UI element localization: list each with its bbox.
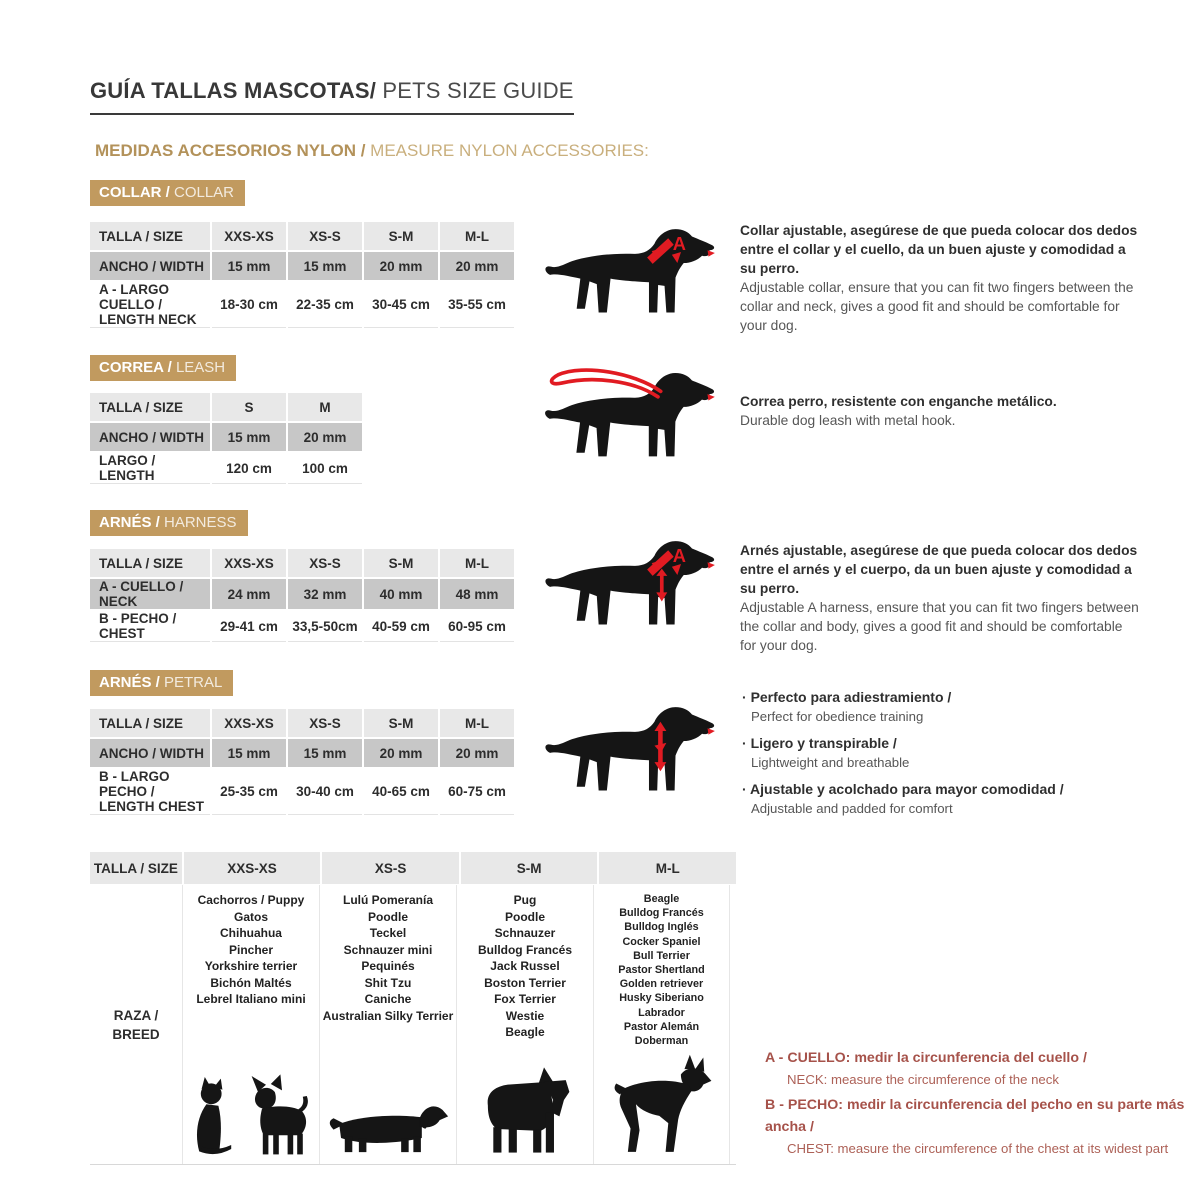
table-cell: 100 cm: [288, 453, 362, 484]
breed-item: Beagle: [505, 1025, 545, 1039]
table-cell: XS-S: [288, 222, 362, 250]
table-cell: S-M: [364, 709, 438, 737]
breed-item: Jack Russel: [490, 959, 560, 973]
table-cell: S-M: [461, 852, 598, 884]
table-cell: 33,5-50cm: [288, 611, 362, 642]
table-cell: 120 cm: [212, 453, 286, 484]
table-cell: M: [288, 393, 362, 421]
note-chest-es: B - PECHO: medir la circunferencia del pecho en su parte más ancha /: [765, 1097, 1185, 1135]
note-neck-en: NECK: measure the circumference of the neck: [787, 1072, 1059, 1087]
breed-column-xxs-xs: [182, 885, 319, 1164]
petral-table-header-row: [90, 709, 514, 737]
breed-item: Lulú Pomeranía: [342, 893, 434, 907]
cat-silhouette-icon: [188, 1076, 244, 1158]
table-cell: XXS-XS: [184, 852, 321, 884]
table-cell: S-M: [364, 222, 438, 250]
breed-item: Cachorros / Puppy: [197, 893, 305, 907]
dog-with-collar-arrows-illustration: [540, 220, 725, 328]
table-cell: B - PECHO / CHEST: [90, 611, 210, 642]
dog-with-leash-illustration: [535, 362, 725, 472]
svg-text:A: A: [672, 233, 686, 255]
harness-table-neck-row: [90, 579, 514, 609]
breed-list-s-m: [478, 892, 572, 1041]
leash-description: [740, 392, 1140, 430]
schnauzer-silhouette-icon: [475, 1062, 575, 1158]
leash-badge-es: CORREA /: [99, 359, 172, 376]
breed-row-label-line2: BREED: [112, 1026, 160, 1042]
harness-size-table: [88, 547, 516, 644]
collar-desc-es: Collar ajustable, asegúrese de que pueda colocar dos dedos entre el collar y el cuello, da un buen ajuste y comodidad a su perro.: [740, 223, 1138, 276]
breed-item: Schnauzer: [494, 926, 556, 940]
silhouettes-xxs-xs: [188, 1074, 314, 1158]
breed-item: Pincher: [228, 942, 273, 957]
petral-table-width-row: [90, 739, 514, 767]
leash-size-table: [88, 391, 364, 486]
petral-bullet-es: · Ajustable y acolchado para mayor comodidad /: [742, 779, 1162, 799]
table-cell: 20 mm: [288, 423, 362, 451]
table-cell: TALLA / SIZE: [90, 709, 210, 737]
collar-desc-en: Adjustable collar, ensure that you can fit two fingers between the collar and neck, gives a good fit and should be comfortable for your dog.: [740, 280, 1134, 333]
breed-item: Poodle: [367, 909, 408, 924]
note-chest: [765, 1094, 1185, 1160]
collar-badge-en: COLLAR: [169, 184, 235, 201]
breed-item: Schnauzer mini: [343, 942, 433, 957]
collar-table-neck-row: [90, 282, 514, 328]
table-cell: 15 mm: [212, 423, 286, 451]
petral-badge-es: ARNÉS /: [99, 674, 160, 691]
table-cell: LARGO / LENGTH: [90, 453, 210, 484]
breed-column-m-l: [593, 885, 730, 1164]
petral-bullet-es: · Perfecto para adiestramiento /: [742, 687, 1162, 707]
breed-item: Westie: [505, 1008, 545, 1023]
petral-badge-en: PETRAL: [159, 674, 223, 691]
petral-section-badge: [90, 670, 233, 696]
table-cell: 25-35 cm: [212, 769, 286, 815]
petral-bullet-en: Lightweight and breathable: [751, 755, 910, 770]
breed-row-label: [90, 885, 182, 1164]
leash-section-badge: [90, 355, 236, 381]
table-cell: 15 mm: [212, 739, 286, 767]
harness-desc-en: Adjustable A harness, ensure that you can fit two fingers between the collar and body, gives a good fit and should be comfortable for your dog.: [740, 600, 1139, 653]
table-cell: TALLA / SIZE: [90, 549, 210, 577]
table-cell: 30-45 cm: [364, 282, 438, 328]
table-cell: 20 mm: [364, 252, 438, 280]
breed-list-xxs-xs: [196, 892, 305, 1008]
breed-table-body: [90, 885, 736, 1165]
collar-size-table: [88, 220, 516, 330]
breed-item: Pastor Alemán: [623, 1020, 700, 1033]
petral-size-table: [88, 707, 516, 817]
page-subtitle: [95, 141, 649, 161]
table-cell: 60-95 cm: [440, 611, 514, 642]
collar-table-header-row: [90, 222, 514, 250]
table-cell: 29-41 cm: [212, 611, 286, 642]
breed-item: Bulldog Francés: [619, 907, 704, 920]
breed-item: Teckel: [369, 926, 407, 940]
table-cell: 15 mm: [212, 252, 286, 280]
page-subtitle-es: MEDIDAS ACCESORIOS NYLON /: [95, 141, 366, 160]
table-cell: 22-35 cm: [288, 282, 362, 328]
breed-row-label-line1: RAZA /: [113, 1007, 159, 1023]
petral-bullet-en: Adjustable and padded for comfort: [751, 801, 953, 816]
dog-with-chest-arrows-illustration: [540, 698, 725, 806]
breed-list-xs-s: [323, 892, 454, 1024]
breed-list-m-l: [618, 892, 704, 1048]
harness-table-chest-row: [90, 611, 514, 642]
breed-item: Bulldog Inglés: [624, 921, 699, 934]
petral-bullet-en: Perfect for obedience training: [751, 709, 924, 724]
harness-table-header-row: [90, 549, 514, 577]
breed-item: Chihuahua: [219, 926, 282, 940]
collar-section-badge: [90, 180, 245, 206]
table-cell: XS-S: [288, 709, 362, 737]
table-cell: ANCHO / WIDTH: [90, 423, 210, 451]
table-cell: 40-59 cm: [364, 611, 438, 642]
breed-item: Yorkshire terrier: [204, 959, 298, 973]
petral-bullet: [742, 779, 1162, 819]
leash-table-length-row: [90, 453, 362, 484]
table-cell: 30-40 cm: [288, 769, 362, 815]
table-cell: 60-75 cm: [440, 769, 514, 815]
leash-desc-en: Durable dog leash with metal hook.: [740, 413, 956, 428]
note-chest-en: CHEST: measure the circumference of the chest at its widest part: [787, 1141, 1169, 1156]
breed-item: Beagle: [643, 893, 680, 905]
breed-item: Shit Tzu: [364, 975, 412, 990]
table-cell: XXS-XS: [212, 549, 286, 577]
collar-description: [740, 221, 1140, 335]
breed-item: Gatos: [233, 909, 268, 924]
breed-item: Pequinés: [361, 959, 415, 973]
breed-item: Labrador: [638, 1006, 685, 1019]
harness-desc-es: Arnés ajustable, asegúrese de que pueda colocar dos dedos entre el arnés y el cuerpo, da un buen ajuste y comodidad a su perro.: [740, 543, 1138, 596]
table-cell: 18-30 cm: [212, 282, 286, 328]
breed-item: Pastor Shertland: [618, 964, 705, 977]
table-cell: 20 mm: [440, 739, 514, 767]
petral-table-chest-row: [90, 769, 514, 815]
table-cell: 32 mm: [288, 579, 362, 609]
breed-column-xs-s: [319, 885, 456, 1164]
breed-column-s-m: [456, 885, 593, 1164]
breed-item: Poodle: [504, 909, 545, 924]
table-cell: 24 mm: [212, 579, 286, 609]
table-cell: 15 mm: [288, 252, 362, 280]
table-cell: 48 mm: [440, 579, 514, 609]
breed-item: Fox Terrier: [494, 992, 556, 1006]
table-cell: M-L: [440, 222, 514, 250]
table-cell: XS-S: [322, 852, 459, 884]
doberman-silhouette-icon: [609, 1054, 715, 1158]
note-neck: [765, 1047, 1185, 1091]
breed-item: Australian Silky Terrier: [322, 1008, 454, 1023]
breed-item: Doberman: [634, 1035, 689, 1048]
table-cell: TALLA / SIZE: [90, 222, 210, 250]
table-cell: S: [212, 393, 286, 421]
svg-text:A: A: [672, 545, 686, 567]
table-cell: TALLA / SIZE: [90, 852, 182, 884]
table-cell: 35-55 cm: [440, 282, 514, 328]
table-cell: TALLA / SIZE: [90, 393, 210, 421]
leash-table-header-row: [90, 393, 362, 421]
table-cell: 20 mm: [364, 739, 438, 767]
harness-badge-es: ARNÉS /: [99, 514, 160, 531]
table-cell: S-M: [364, 549, 438, 577]
measurement-notes: [765, 1047, 1185, 1163]
breed-item: Cocker Spaniel: [622, 935, 701, 948]
petral-bullet: [742, 687, 1162, 727]
table-cell: M-L: [599, 852, 736, 884]
leash-desc-es: Correa perro, resistente con enganche metálico.: [740, 394, 1057, 409]
page-title: [90, 78, 574, 115]
page-title-es: GUÍA TALLAS MASCOTAS/: [90, 78, 377, 103]
table-cell: B - LARGO PECHO / LENGTH CHEST: [90, 769, 210, 815]
table-cell: ANCHO / WIDTH: [90, 739, 210, 767]
breed-item: Caniche: [364, 992, 412, 1006]
silhouettes-xs-s: [326, 1088, 450, 1158]
dachshund-silhouette-icon: [326, 1088, 450, 1158]
table-cell: 20 mm: [440, 252, 514, 280]
silhouettes-s-m: [475, 1062, 575, 1158]
table-cell: A - LARGO CUELLO / LENGTH NECK: [90, 282, 210, 328]
silhouettes-m-l: [609, 1054, 715, 1158]
petral-bullet-es: · Ligero y transpirable /: [742, 733, 1162, 753]
breed-table-header-row: [90, 852, 736, 884]
table-cell: XXS-XS: [212, 222, 286, 250]
breed-item: Pug: [513, 893, 537, 907]
breed-item: Bulldog Francés: [477, 942, 572, 957]
leash-table-width-row: [90, 423, 362, 451]
breed-size-table: [90, 852, 736, 1165]
harness-badge-en: HARNESS: [159, 514, 237, 531]
breed-item: Golden retriever: [619, 978, 704, 991]
table-cell: M-L: [440, 549, 514, 577]
breed-item: Husky Siberiano: [619, 992, 704, 1005]
page-title-en: PETS SIZE GUIDE: [376, 78, 574, 103]
page-subtitle-en: MEASURE NYLON ACCESSORIES:: [365, 141, 649, 160]
table-cell: A - CUELLO / NECK: [90, 579, 210, 609]
petral-feature-list: [742, 687, 1162, 825]
collar-badge-es: COLLAR /: [99, 184, 170, 201]
table-cell: XS-S: [288, 549, 362, 577]
breed-item: Lebrel Italiano mini: [196, 992, 306, 1006]
table-cell: XXS-XS: [212, 709, 286, 737]
chihuahua-silhouette-icon: [250, 1074, 314, 1158]
table-cell: 40 mm: [364, 579, 438, 609]
breed-item: Boston Terrier: [484, 975, 566, 990]
table-cell: 15 mm: [288, 739, 362, 767]
harness-section-badge: [90, 510, 248, 536]
table-cell: ANCHO / WIDTH: [90, 252, 210, 280]
note-neck-es: A - CUELLO: medir la circunferencia del cuello /: [765, 1050, 1087, 1066]
table-cell: 40-65 cm: [364, 769, 438, 815]
breed-item: Bull Terrier: [633, 949, 690, 962]
collar-table-width-row: [90, 252, 514, 280]
harness-description: [740, 541, 1140, 655]
petral-bullet: [742, 733, 1162, 773]
breed-item: Bichón Maltés: [210, 975, 292, 990]
table-cell: M-L: [440, 709, 514, 737]
leash-badge-en: LEASH: [171, 359, 226, 376]
dog-with-harness-arrows-illustration: [540, 532, 725, 640]
